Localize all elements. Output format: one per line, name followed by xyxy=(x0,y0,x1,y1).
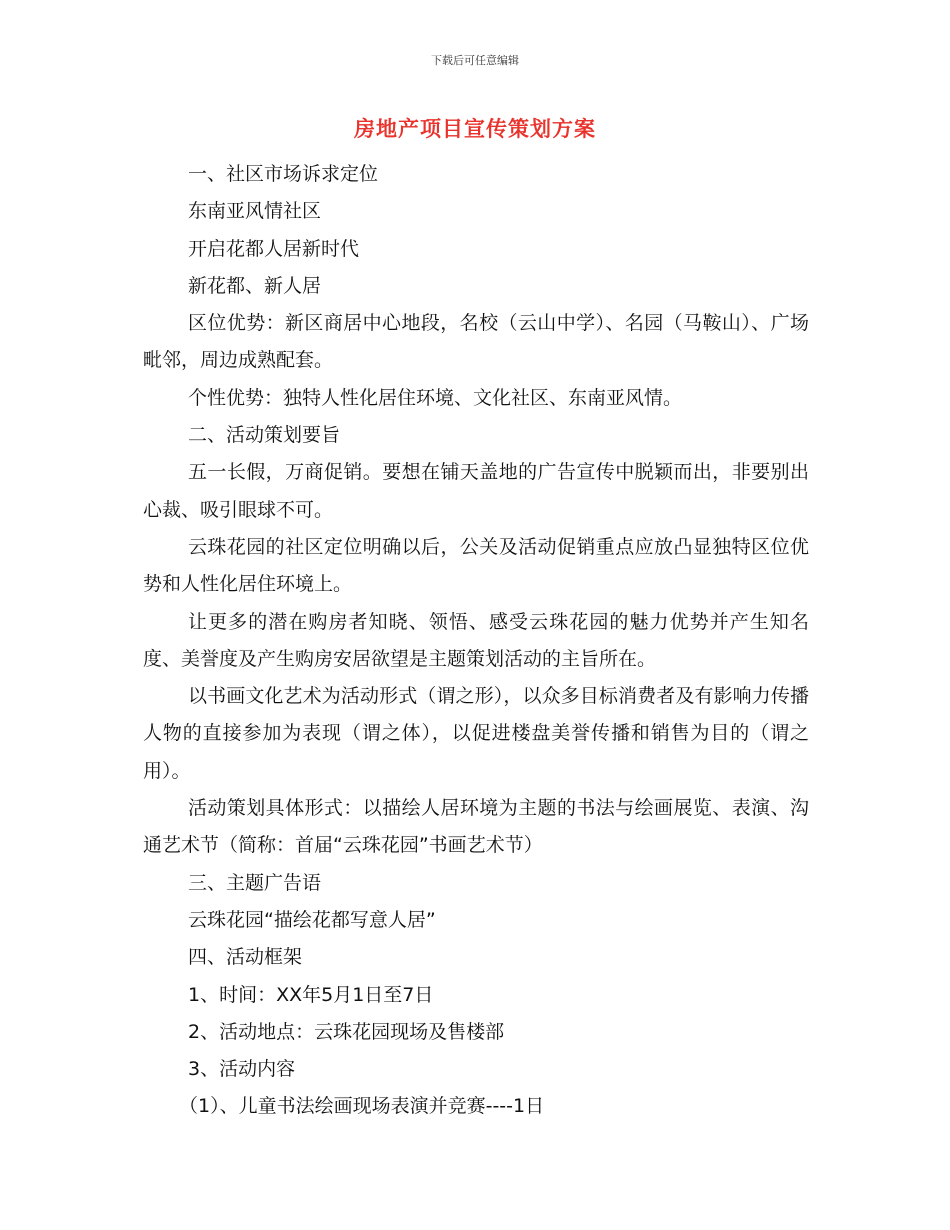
paragraph: 二、活动策划要旨 xyxy=(188,424,341,447)
paragraph: 区位优势：新区商居中心地段，名校（云山中学）、名园（马鞍山）、广场毗邻，周边成熟配套。 xyxy=(143,312,809,372)
document-title: 房地产项目宣传策划方案 xyxy=(354,117,596,141)
paragraph: 让更多的潜在购房者知晓、领悟、感受云珠花园的魅力优势并产生知名度、美誉度及产生购房安居欲望是主题策划活动的主旨所在。 xyxy=(143,610,809,670)
paragraph: 活动策划具体形式：以描绘人居环境为主题的书法与绘画展览、表演、沟通艺术节（简称：首届“云珠花园”书画艺术节） xyxy=(143,797,809,857)
paragraph: 新花都、新人居 xyxy=(188,274,322,297)
paragraph: 东南亚风情社区 xyxy=(188,200,322,223)
paragraph: 云珠花园的社区定位明确以后，公关及活动促销重点应放凸显独特区位优势和人性化居住环境上。 xyxy=(143,535,809,596)
paragraph: 五一长假，万商促销。要想在铺天盖地的广告宣传中脱颖而出，非要别出心裁、吸引眼球不可。 xyxy=(143,461,809,521)
paragraph: （1）、儿童书法绘画现场表演并竞赛----1日 xyxy=(179,1095,545,1118)
paragraph: 个性优势：独特人性化居住环境、文化社区、东南亚风情。 xyxy=(188,386,683,409)
document-body xyxy=(143,156,809,1126)
paragraph: 1、时间：XX年5月1日至7日 xyxy=(188,983,434,1006)
paragraph: 以书画文化艺术为活动形式（谓之形），以众多目标消费者及有影响力传播人物的直接参加为表现（谓之体），以促进楼盘美誉传播和销售为目的（谓之用）。 xyxy=(143,685,809,782)
paragraph: 四、活动框架 xyxy=(188,946,303,969)
paragraph: 三、主题广告语 xyxy=(188,871,322,894)
paragraph: 云珠花园“描绘花都写意人居” xyxy=(188,908,436,931)
paragraph: 一、社区市场诉求定位 xyxy=(188,163,379,185)
header-note: 下载后可任意编辑 xyxy=(431,54,519,67)
paragraph: 3、活动内容 xyxy=(188,1058,296,1081)
paragraph: 2、活动地点：云珠花园现场及售楼部 xyxy=(188,1020,505,1043)
paragraph: 开启花都人居新时代 xyxy=(188,237,360,260)
